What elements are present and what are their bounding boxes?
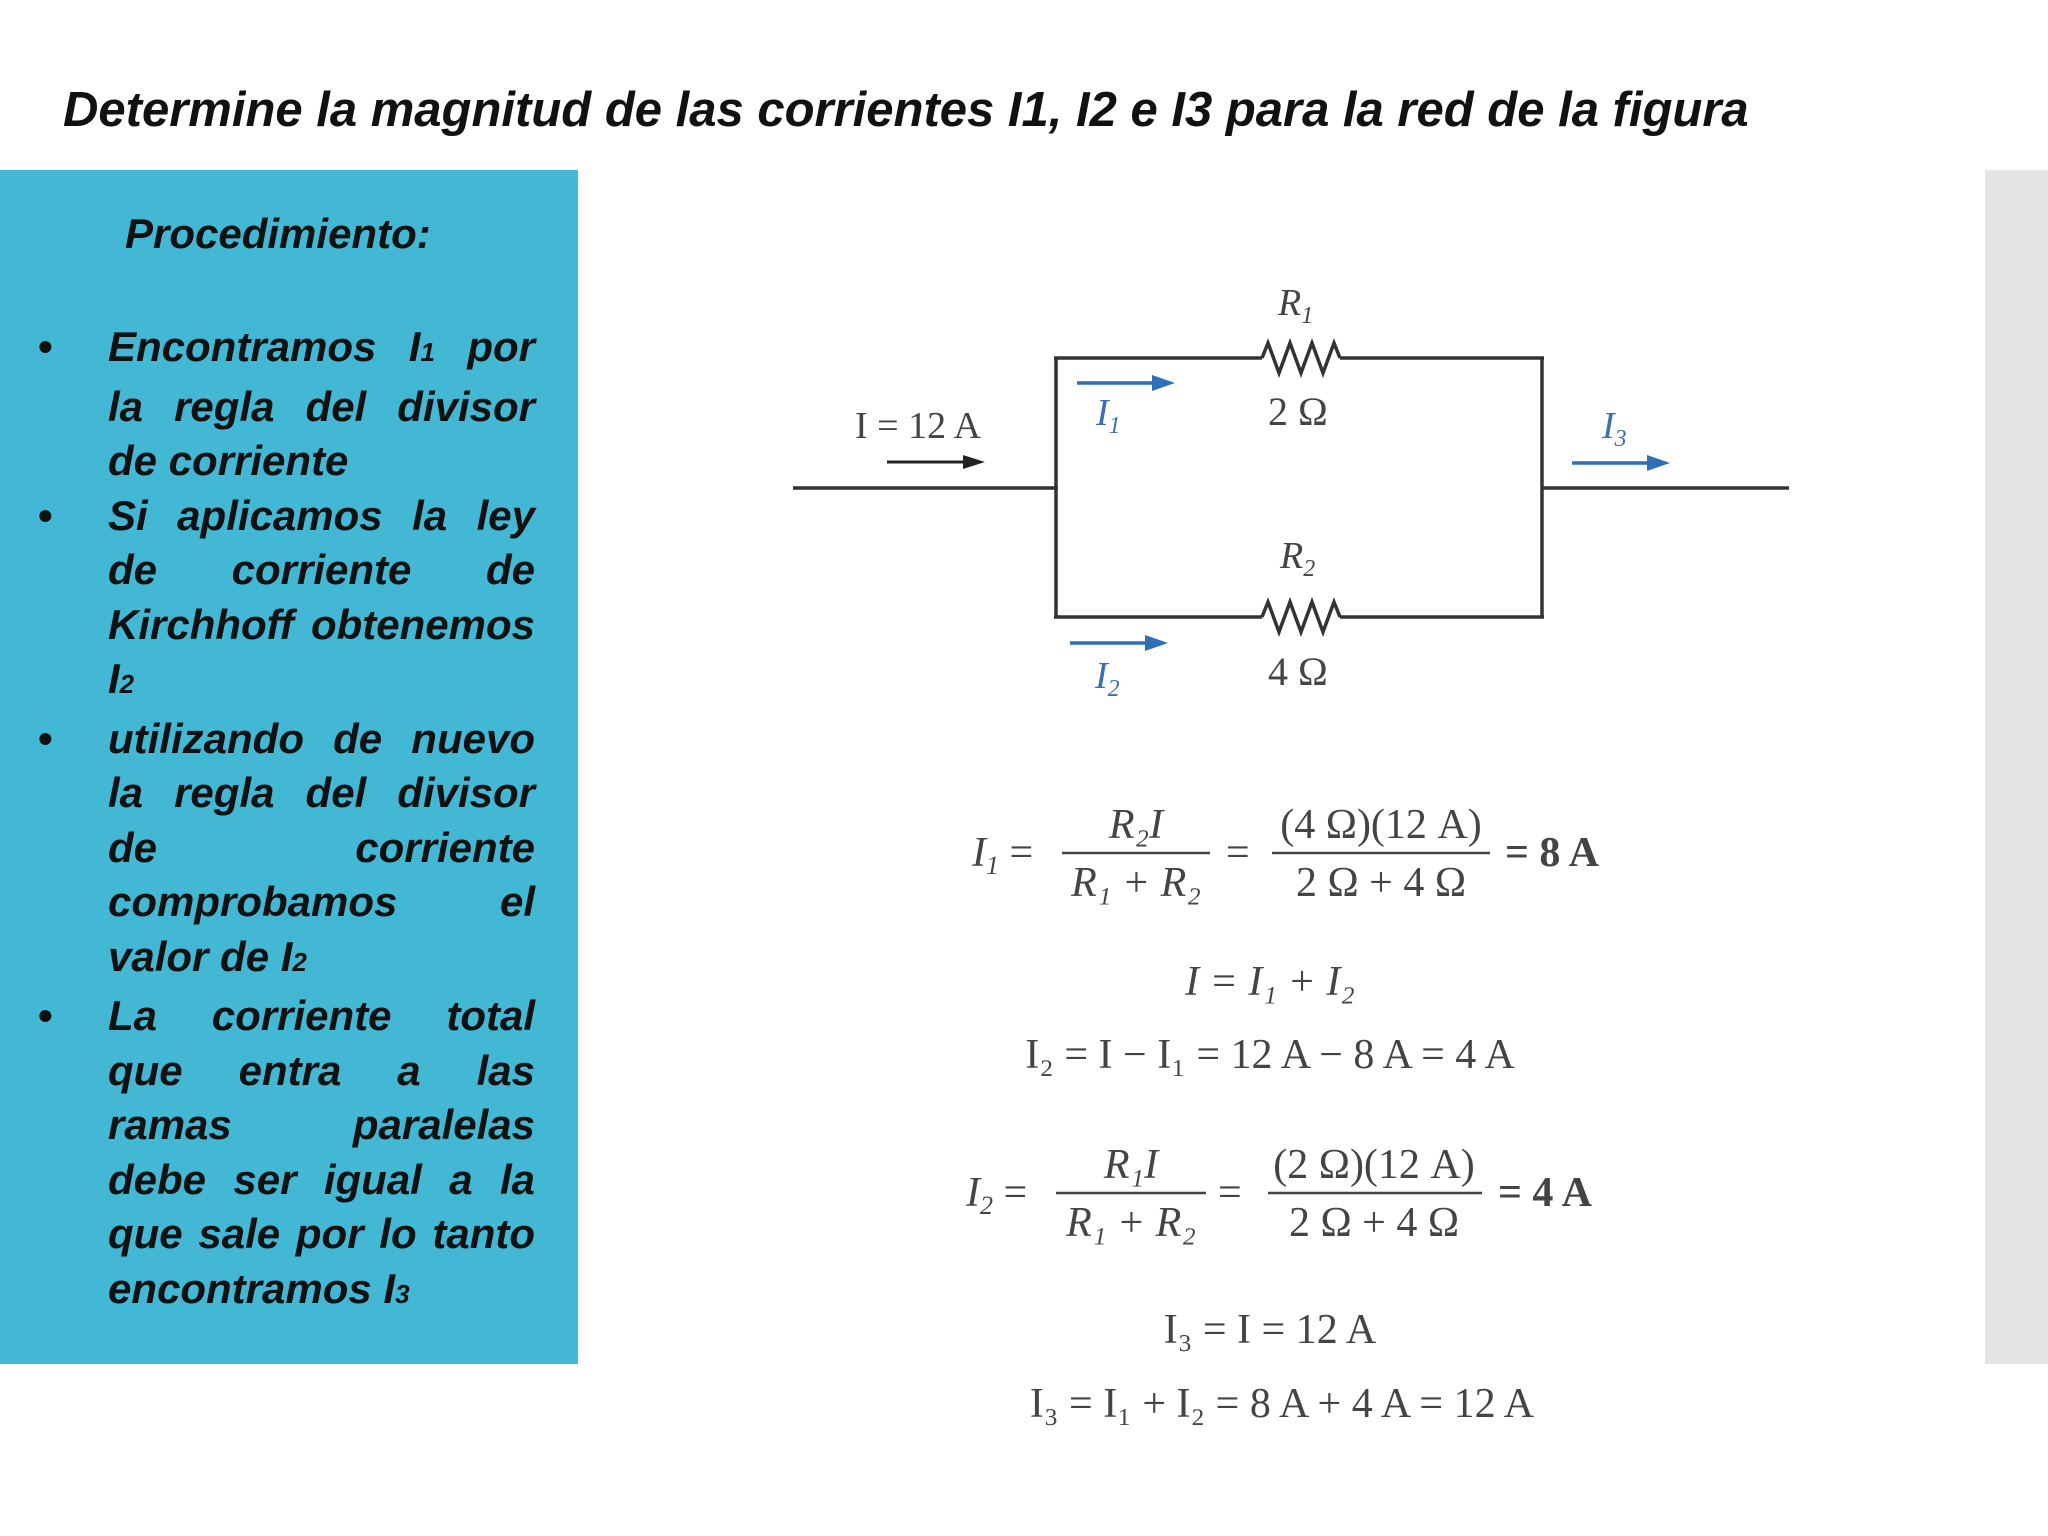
source-current-label: I = 12 A (855, 405, 981, 447)
eq4-den1: R₁ + R₂ (1066, 1200, 1196, 1246)
i2-label: $I_2$ (1095, 655, 1120, 702)
r1-label: $R_1$ (1278, 282, 1314, 329)
resistor-r2-icon (1262, 602, 1340, 632)
page-title: Determine la magnitud de las corrientes I1, I2 e I3 para la red de la figura (63, 83, 1749, 137)
bullet-icon: • (38, 491, 53, 539)
procedure-step: • Encontramos I1 por la regla del divisor de corriente (0, 320, 535, 489)
eq4-result: = 4 A (1498, 1170, 1592, 1216)
equation-i2 (965, 1142, 1593, 1246)
eq4-num2: (2 Ω)(12 A) (1273, 1142, 1475, 1188)
resistor-r1-icon (1262, 343, 1340, 373)
eq4-num1: R₁I (1103, 1142, 1159, 1188)
bullet-icon: • (38, 714, 53, 762)
eq1-den1: R₁ + R₂ (1071, 860, 1201, 906)
eq1-num1: R₂I (1108, 802, 1164, 848)
i1-arrow-icon (1077, 375, 1175, 391)
equation-kcl: I = I₁ + I₂ (1185, 959, 1355, 1005)
source-current-arrow-icon (887, 455, 985, 469)
i2-arrow-icon (1070, 635, 1168, 651)
procedure-step: • utilizando de nuevo la regla del divisor de corriente comprobamos el valor de I2 (0, 712, 535, 990)
procedure-step: • La corriente total que entra a las ramas paralelas debe ser igual a la que sale por lo tanto encontramos I3 (0, 989, 535, 1321)
eq1-equals: = (1226, 830, 1250, 876)
r1-value: 2 Ω (1268, 389, 1328, 434)
eq1-result: = 8 A (1505, 830, 1599, 876)
equation-i3-check: I₃ = I₁ + I₂ = 8 A + 4 A = 12 A (1029, 1381, 1535, 1427)
bullet-icon: • (38, 992, 53, 1039)
i1-label: $I_1$ (1096, 392, 1121, 439)
circuit-wires (793, 343, 1789, 632)
equation-i2-kcl: I₂ = I − I₁ = 12 A − 8 A = 4 A (1025, 1032, 1515, 1078)
bullet-icon: • (38, 323, 53, 370)
eq4-den2: 2 Ω + 4 Ω (1288, 1200, 1460, 1246)
eq1-lhs: I1 = (972, 830, 1034, 880)
i3-arrow-icon (1572, 455, 1670, 471)
r2-value: 4 Ω (1268, 649, 1328, 694)
i3-label: $I_3$ (1602, 405, 1627, 452)
r2-label: $R_2$ (1280, 535, 1316, 582)
procedure-heading: Procedimiento: (125, 210, 431, 257)
eq4-equals: = (1218, 1170, 1242, 1216)
equation-i3: I₃ = I = 12 A (1163, 1307, 1377, 1353)
procedure-step: • Si aplicamos la ley de corriente de Kirchhoff obtenemos I2 (0, 489, 535, 712)
eq1-den2: 2 Ω + 4 Ω (1295, 860, 1467, 906)
eq1-num2: (4 Ω)(12 A) (1280, 802, 1482, 848)
eq4-lhs: I2 = (966, 1170, 1028, 1220)
equation-i1 (971, 802, 1600, 906)
